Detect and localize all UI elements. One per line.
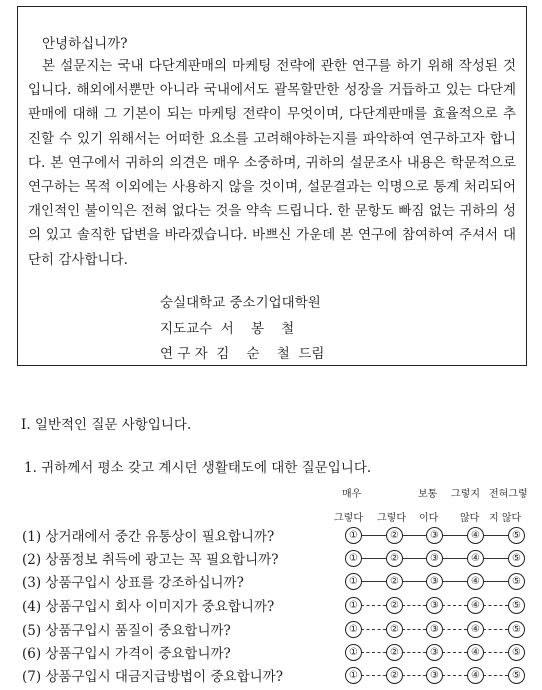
q5-option-5[interactable]: ⑤	[508, 621, 525, 638]
q7-option-1[interactable]: ①	[345, 667, 362, 684]
scale-connector	[442, 558, 467, 559]
q3-option-4[interactable]: ④	[467, 573, 484, 590]
letter-body: 본 설문지는 국내 다단계판매의 마케팅 전략에 관한 연구를 하기 위해 작성된 것입니다. 해외에서뿐만 아니라 국내에서도 괄목할만한 성장을 거듭하고 있는 다단계판매에 대해 그 기본이 되는 마케팅 전략이 무엇이며, 다단계판매를 효율적으로 추진할 수 있기 위해서는 어떠한 요소를 고려해야하는지를 파악하여 연구하고자 합니다. 본 연구에서 귀하의 의견은 매우 소중하며, 귀하의 설문조사 내용은 학문적으로 연구하는 목적 이외에는 사용하지 않을 것이며, 설문결과는 익명으로 통계 처리되어 개인적인 불이익은 전혀 없다는 것을 약속 드립니다. 한 문항도 빠짐 없는 귀하의 성의 있고 솔직한 답변을 바라겠습니다. 바쁘신 가운데 본 연구에 참여하여 주셔서 대단히 감사합니다.	[28, 58, 516, 268]
scale-connector	[442, 535, 467, 536]
q6-option-1[interactable]: ①	[345, 644, 362, 661]
scale-connector	[402, 605, 426, 606]
q1-option-2[interactable]: ②	[386, 527, 403, 544]
question-header: 1. 귀하께서 평소 갖고 계시던 생활태도에 대한 질문입니다.	[24, 460, 372, 476]
scale-connector	[402, 558, 426, 559]
q1-option-3[interactable]: ③	[426, 527, 443, 544]
q7-option-2[interactable]: ②	[386, 667, 403, 684]
scale-connector	[483, 605, 508, 606]
signature-advisor: 지도교수 서 봉 철	[160, 321, 295, 337]
q7-option-4[interactable]: ④	[467, 667, 484, 684]
scale-label-top-4: 그렇지	[451, 489, 480, 500]
q7-option-3[interactable]: ③	[426, 667, 443, 684]
question-2: (2) 상품정보 취득에 광고는 꼭 필요합니까?	[22, 552, 279, 568]
scale-connector	[361, 675, 386, 676]
scale-label-top-5: 전혀그렇	[489, 489, 528, 500]
question-7: (7) 상품구입시 대금지급방법이 중요합니까?	[22, 669, 283, 685]
q3-option-5[interactable]: ⑤	[508, 573, 525, 590]
q5-option-3[interactable]: ③	[426, 621, 443, 638]
greeting: 안녕하십니까?	[42, 36, 128, 52]
scale-connector	[442, 629, 467, 630]
scale-connector	[402, 675, 426, 676]
signature-school: 숭실대학교 중소기업대학원	[160, 295, 321, 311]
scale-connector	[442, 675, 467, 676]
question-6: (6) 상품구입시 가격이 중요합니까?	[22, 646, 231, 662]
q5-option-4[interactable]: ④	[467, 621, 484, 638]
scale-connector	[402, 581, 426, 582]
q4-option-2[interactable]: ②	[386, 597, 403, 614]
q7-option-5[interactable]: ⑤	[508, 667, 525, 684]
question-3: (3) 상품구입시 상표를 강조하십니까?	[22, 575, 244, 591]
q3-option-3[interactable]: ③	[426, 573, 443, 590]
question-1: (1) 상거래에서 중간 유통상이 필요합니까?	[22, 529, 275, 545]
scale-connector	[483, 558, 508, 559]
scale-connector	[483, 652, 508, 653]
scale-connector	[361, 605, 386, 606]
scale-connector	[361, 558, 386, 559]
q4-option-1[interactable]: ①	[345, 597, 362, 614]
q6-option-2[interactable]: ②	[386, 644, 403, 661]
question-5: (5) 상품구입시 품질이 중요합니까?	[22, 623, 231, 639]
q1-option-1[interactable]: ①	[345, 527, 362, 544]
scale-connector	[361, 652, 386, 653]
q4-option-4[interactable]: ④	[467, 597, 484, 614]
q4-option-5[interactable]: ⑤	[508, 597, 525, 614]
q6-option-4[interactable]: ④	[467, 644, 484, 661]
scale-label-bottom-1: 그렇다	[334, 513, 363, 524]
section-title: Ⅰ. 일반적인 질문 사항입니다.	[21, 417, 192, 433]
scale-connector	[483, 535, 508, 536]
q2-option-4[interactable]: ④	[467, 550, 484, 567]
q5-option-2[interactable]: ②	[386, 621, 403, 638]
scale-label-bottom-5: 지 않다	[489, 513, 522, 524]
scale-connector	[361, 581, 386, 582]
scale-connector	[442, 652, 467, 653]
q6-option-5[interactable]: ⑤	[508, 644, 525, 661]
q2-option-2[interactable]: ②	[386, 550, 403, 567]
q1-option-5[interactable]: ⑤	[508, 527, 525, 544]
q5-option-1[interactable]: ①	[345, 621, 362, 638]
scale-connector	[483, 581, 508, 582]
signature-researcher: 연 구 자 김 순 철 드림	[160, 346, 325, 362]
scale-connector	[402, 629, 426, 630]
scale-connector	[402, 535, 426, 536]
q4-option-3[interactable]: ③	[426, 597, 443, 614]
q3-option-1[interactable]: ①	[345, 573, 362, 590]
scale-connector	[361, 535, 386, 536]
scale-connector	[483, 629, 508, 630]
q2-option-1[interactable]: ①	[345, 550, 362, 567]
scale-connector	[483, 675, 508, 676]
scale-label-top-3: 보통	[418, 489, 438, 500]
question-4: (4) 상품구입시 회사 이미지가 중요합니까?	[22, 599, 275, 615]
scale-label-bottom-2: 그렇다	[377, 513, 406, 524]
scale-connector	[442, 581, 467, 582]
scale-connector	[361, 629, 386, 630]
scale-connector	[442, 605, 467, 606]
scale-label-bottom-4: 않다	[460, 513, 480, 524]
scale-connector	[402, 652, 426, 653]
q6-option-3[interactable]: ③	[426, 644, 443, 661]
scale-label-top-1: 매우	[342, 489, 362, 500]
q2-option-3[interactable]: ③	[426, 550, 443, 567]
scale-label-bottom-3: 이다	[419, 513, 439, 524]
q3-option-2[interactable]: ②	[386, 573, 403, 590]
q2-option-5[interactable]: ⑤	[508, 550, 525, 567]
q1-option-4[interactable]: ④	[467, 527, 484, 544]
